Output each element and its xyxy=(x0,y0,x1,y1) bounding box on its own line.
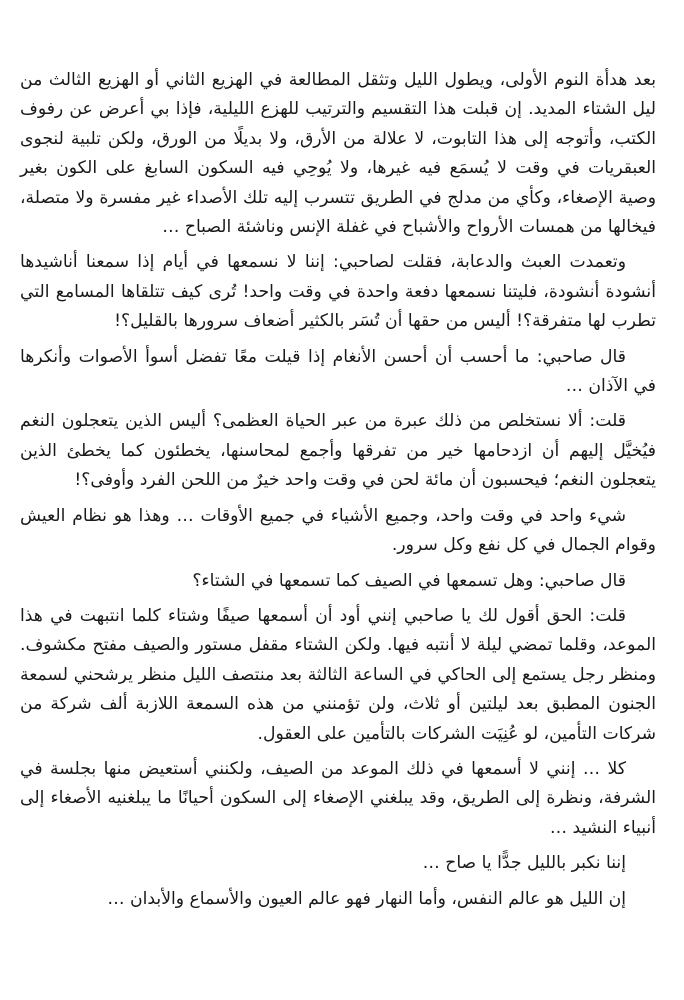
paragraph-10: إن الليل هو عالم النفس، وأما النهار فهو عالم العيون والأسماع والأبدان … xyxy=(107,888,626,909)
paragraph-3: قال صاحبي: ما أحسب أن أحسن الأنغام إذا قيلت معًا تفضل أسوأ الأصوات وأنكرها في الآذان … xyxy=(20,346,656,397)
paragraph-9: إننا نكبر بالليل جدًّا يا صاح … xyxy=(422,853,626,874)
paragraph-1: بعد هدأة النوم الأولى، ويطول الليل وتثقل المطالعة في الهزيع الثاني أو الهزيع الثالث من ليل الشتاء المديد. إن قبلت هذا التقسيم والترتيب للهزع الليلية، فإذا بي أعرض عن رفوف الكتب، وأتوجه إلى هذا التابوت، لا علالة من الأرق، ولا بديلًا من الورق، ولكن تلبية لنجوى العبقريات في وقت لا يُسمَع فيه غيرها، ولا يُوحِي فيه السكون السابغ على الكون بغير وصية الإصغاء، وكأي من مدلج في الطريق تتسرب إليه تلك الأصداء غير مفسرة ولا متصلة، فيخالها من همسات الأرواح والأشباح في غفلة الإنس وناشئة الصباح … xyxy=(20,70,656,238)
paragraph-5: شيء واحد في وقت واحد، وجميع الأشياء في جميع الأوقات … وهذا هو نظام العيش وقوام الجمال في كل نفع وكل سرور. xyxy=(20,505,656,556)
paragraph-8: كلا … إنني لا أسمعها في ذلك الموعد من الصيف، ولكنني أستعيض منها بجلسة في الشرفة، ونظرة إلى الطريق، وقد يبلغني الإصغاء إلى السكون أحيانًا ما يبلغنيه الأصغاء إلى أنبياء النشيد … xyxy=(20,758,656,838)
paragraph-7: قلت: الحق أقول لك يا صاحبي إنني أود أن أسمعها صيفًا وشتاء كلما انتبهت في هذا الموعد، وقلما تمضي ليلة لا أنتبه فيها. ولكن الشتاء مقفل مستور والصيف مفتح مكشوف. ومنظر رجل يستمع إلى الحاكي في الساعة الثالثة بعد منتصف الليل منظر يرشحني لسمعة الجنون المطبق بعد ليلتين أو ثلاث، ولن تؤمنني من هذه السمعة اللازبة ألف شركة من شركات التأمين، لو عُنِيَت الشركات بالتأمين على العقول. xyxy=(20,605,656,744)
paragraph-2: وتعمدت العبث والدعابة، فقلت لصاحبي: إننا لا نسمعها في أيام إذا سمعنا أناشيدها أنشودة أنشودة، فليتنا نسمعها دفعة واحدة في وقت واحد! تُرى كيف تتلقاها المسامع التي تطرب لها متفرقة؟! أليس من حقها أن تُسَر بالكثير أضعاف سرورها بالقليل؟! xyxy=(20,252,656,332)
paragraph-6: قال صاحبي: وهل تسمعها في الصيف كما تسمعها في الشتاء؟ xyxy=(192,570,626,591)
paragraph-4: قلت: ألا نستخلص من ذلك عبرة من عبر الحياة العظمى؟ أليس الذين يتعجلون النغم فيُخيَّل إليهم أن ازدحامها خير من تفرقها وأجمع لمحاسنها، يخطئون كما يخطئ الذين يتعجلون النغم؛ فيحسبون أن مائة لحن في وقت واحد خيرٌ من اللحن الفرد وأوفى؟! xyxy=(20,411,656,491)
